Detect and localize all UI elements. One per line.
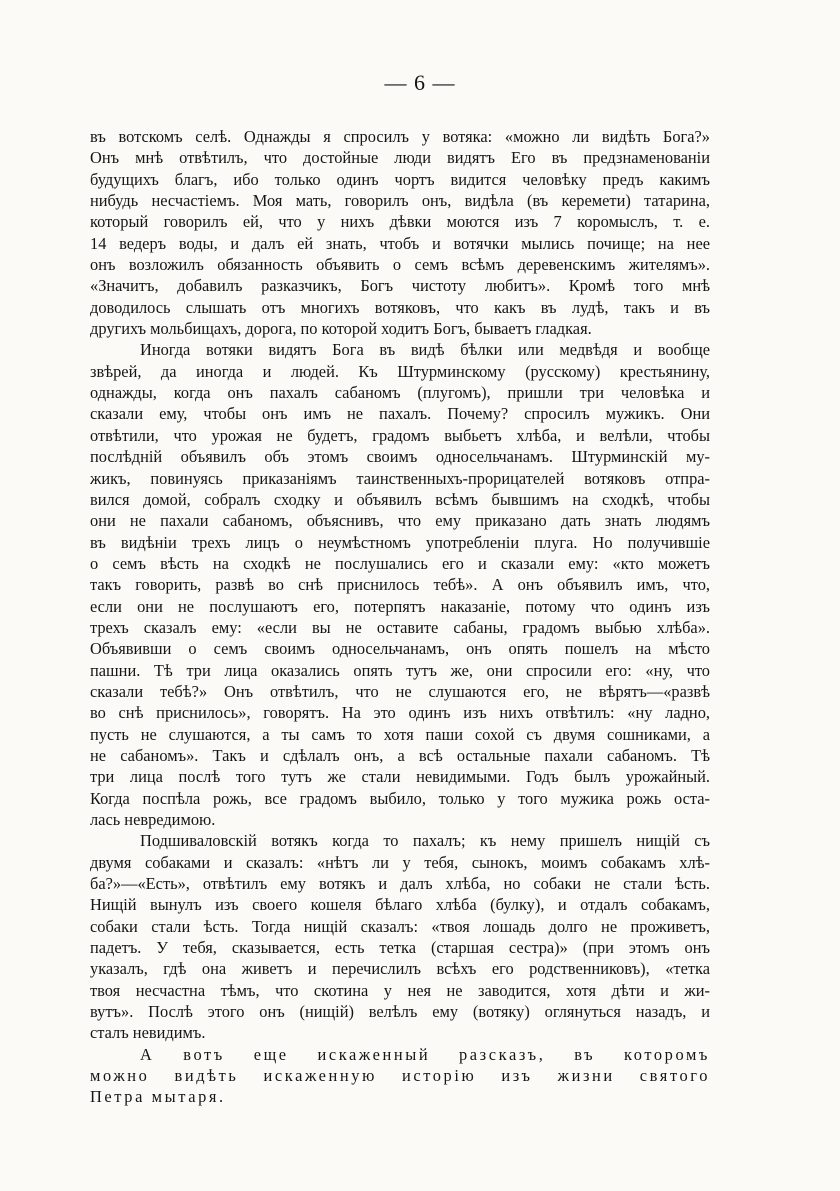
text-line: собаки стали ѣсть. Тогда нищій сказалъ: «твоя лошадь долго не проживетъ, (90, 916, 710, 936)
text-line: указалъ, гдѣ она живетъ и перечислилъ всѣхъ его родственниковъ), «тетка (90, 959, 710, 979)
text-line: «Значитъ, добавилъ разказчикъ, Богъ чистоту любитъ». Кромѣ того мнѣ (90, 276, 710, 296)
text-line: твоя несчастна тѣмъ, что скотина у нея не заводится, хотя дѣти и жи- (90, 980, 710, 1000)
text-line: вутъ». Послѣ этого онъ (нищій) велѣлъ ему (вотяку) оглянуться назадъ, и (90, 1002, 710, 1022)
text-line: если они не послушаютъ его, потерпятъ наказаніе, потому что одинъ изъ (90, 596, 710, 616)
text-line: который говорилъ ей, что у нихъ дѣвки моются изъ 7 коромыслъ, т. е. (90, 212, 710, 232)
text-line: сталъ невидимъ. (90, 1023, 206, 1043)
text-line: вился домой, собралъ сходку и объявилъ всѣмъ бывшимъ на сходкѣ, чтобы (90, 489, 710, 509)
text-line: три лица послѣ того тутъ же стали невидимыми. Годъ былъ урожайный. (90, 767, 710, 787)
paragraph (90, 1044, 710, 1108)
text-line: пашни. Тѣ три лица оказались опять тутъ же, они спросили его: «ну, что (90, 660, 710, 680)
text-line: Объявивши о семъ своимъ односельчанамъ, онъ опять пошелъ на мѣсто (90, 639, 710, 659)
text-line: Онъ мнѣ отвѣтилъ, что достойные люди видятъ Его въ предзнаменованіи (90, 148, 710, 168)
text-line: онъ возложилъ обязанность объявить о семъ всѣмъ деревенскимъ жителямъ». (90, 255, 710, 275)
text-line: пусть не слушаются, а ты самъ то хотя паши сохой съ двумя сошниками, а (90, 724, 710, 744)
text-line: сказали тебѣ?» Онъ отвѣтилъ, что не слушаются его, не вѣрятъ—«развѣ (90, 681, 710, 701)
text-line: отвѣтили, что урожая не будетъ, градомъ выбьетъ хлѣба, и велѣли, чтобы (90, 425, 710, 445)
paragraph (90, 830, 710, 1043)
text-line: А вотъ еще искаженный разсказъ, въ которомъ (140, 1044, 710, 1064)
text-line: другихъ мольбищахъ, дорога, по которой ходитъ Богъ, бываетъ гладкая. (90, 319, 592, 339)
text-line: 14 ведеръ воды, и далъ ей знать, чтобъ и вотячки мылись почище; на нее (90, 233, 710, 253)
text-line: о семъ вѣсть на сходкѣ не послушались его и сказали ему: «кто можетъ (90, 553, 710, 573)
text-line: лась невредимою. (90, 810, 216, 829)
page-number: — 6 — (384, 70, 456, 95)
text-line: падетъ. У тебя, сказывается, есть тетка (старшая сестра)» (при этомъ онъ (90, 938, 710, 958)
text-line: Нищій вынулъ изъ своего кошеля бѣлаго хлѣба (булку), и отдалъ собакамъ, (90, 895, 710, 915)
text-line: во снѣ приснилось», говорятъ. На это одинъ изъ нихъ отвѣтилъ: «ну ладно, (90, 703, 710, 723)
text-line: Когда поспѣла рожь, все градомъ выбило, только у того мужика рожь оста- (90, 788, 710, 808)
text-line: послѣдній объявилъ объ этомъ своимъ односельчанамъ. Штурминскій му- (90, 447, 710, 467)
text-line: Подшиваловскій вотякъ когда то пахалъ; къ нему пришелъ нищій съ (140, 831, 710, 851)
text-line: звѣрей, да иногда и людей. Къ Штурминскому (русскому) крестьянину, (90, 361, 710, 381)
text-line: не сабаномъ». Такъ и сдѣлалъ онъ, а всѣ остальные пахали сабаномъ. Тѣ (90, 745, 710, 765)
text-line: можно видѣть искаженную исторію изъ жизни святого (90, 1066, 710, 1086)
text-line: въ вотскомъ селѣ. Однажды я спросилъ у вотяка: «можно ли видѣть Бога?» (90, 127, 710, 146)
text-line: Петра мытаря. (90, 1087, 226, 1107)
text-line: такъ говорить, развѣ во снѣ приснилось тебѣ». А онъ объявилъ имъ, что, (90, 575, 710, 595)
paragraph (90, 126, 710, 339)
text-line: ба?»—«Есть», отвѣтилъ ему вотякъ и далъ хлѣба, но собаки не стали ѣсть. (90, 874, 710, 894)
text-line: будущихъ благъ, ибо только одинъ чортъ видится человѣку предъ какимъ (90, 169, 710, 189)
text-line: Иногда вотяки видятъ Бога въ видѣ бѣлки или медвѣдя и вообще (140, 340, 710, 360)
text-line: доводилось слышать отъ многихъ вотяковъ, что какъ въ лудѣ, такъ и въ (90, 297, 710, 317)
text-line: нибудь несчастіемъ. Моя мать, говорилъ онъ, видѣла (въ керемети) татарина, (90, 191, 710, 211)
text-line: сказали ему, чтобы онъ имъ не пахалъ. Почему? спросилъ мужикъ. Они (90, 404, 710, 424)
body-text (90, 126, 710, 1108)
text-line: трехъ сказалъ ему: «если вы не оставите сабаны, градомъ выбью хлѣба». (90, 617, 710, 637)
text-line: въ видѣніи трехъ лицъ о неумѣстномъ употребленіи плуга. Но получившіе (90, 532, 710, 552)
text-line: жикъ, повинуясь приказаніямъ таинственныхъ-прорицателей вотяковъ отпра- (90, 468, 710, 488)
text-line: двумя собаками и сказалъ: «нѣтъ ли у тебя, сынокъ, моимъ собакамъ хлѣ- (90, 852, 710, 872)
text-line: однажды, когда онъ пахалъ сабаномъ (плугомъ), пришли три человѣка и (90, 383, 710, 403)
paragraph (90, 339, 710, 830)
text-line: они не пахали сабаномъ, объяснивъ, что ему приказано дать знать людямъ (90, 511, 710, 531)
